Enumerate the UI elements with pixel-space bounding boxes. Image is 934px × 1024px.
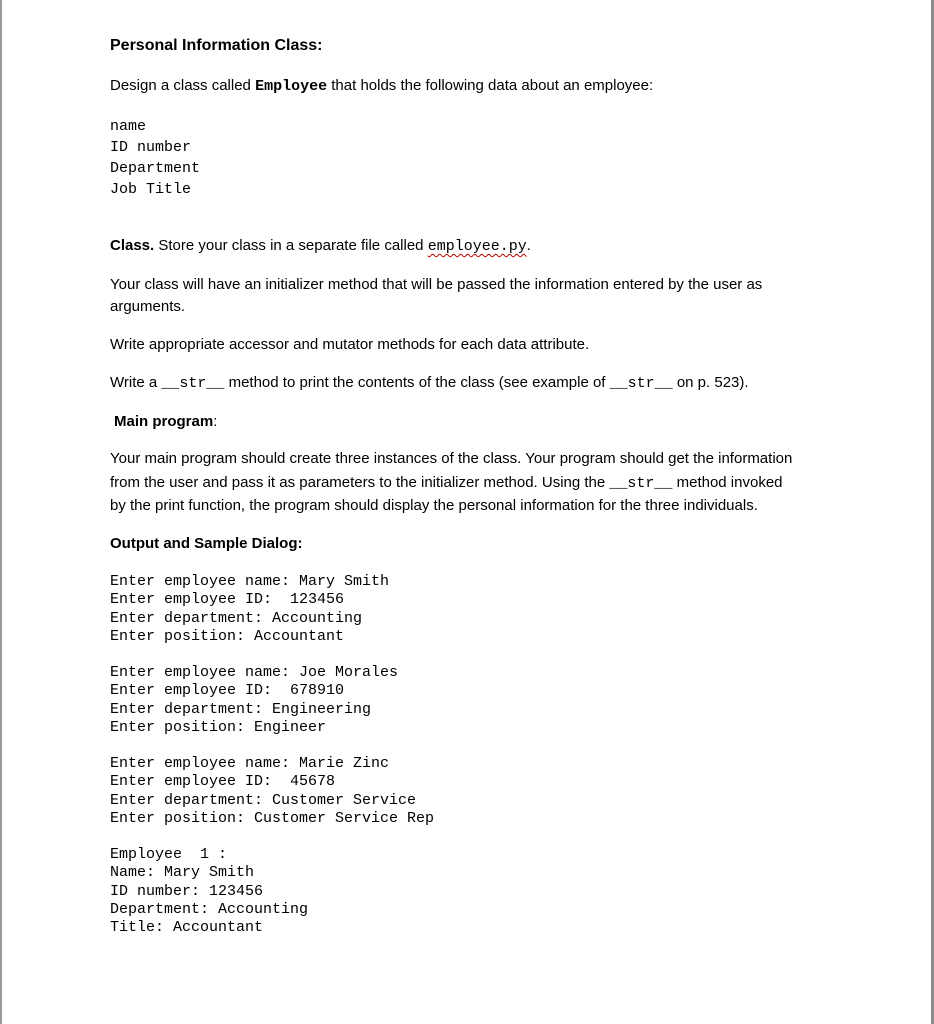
main-text-line-2-part-1: from the user and pass it as parameters to the initializer method. Using the: [110, 474, 610, 491]
output-block-employee-1: Employee 1 : Name: Mary Smith ID number: 123456 Department: Accounting Title: Accountant: [110, 846, 309, 937]
class-label: Class.: [110, 237, 155, 254]
page-title: Personal Information Class:: [110, 37, 323, 54]
dialog-block-joe: Enter employee name: Joe Morales Enter employee ID: 678910 Enter department: Engineering Enter position: Engineer: [110, 664, 399, 736]
initializer-line-2: arguments.: [110, 298, 186, 315]
str-code-2: __str__: [609, 375, 673, 392]
main-program-heading: [114, 413, 217, 431]
str-part-3: on p. 523).: [672, 374, 749, 391]
output-heading: Output and Sample Dialog:: [110, 535, 303, 552]
class-name-code: Employee: [255, 78, 328, 95]
class-end: .: [526, 237, 531, 254]
field-job-title: Job Title: [110, 181, 192, 198]
dialog-block-mary: Enter employee name: Mary Smith Enter employee ID: 123456 Enter department: Accounting Enter position: Accountant: [110, 573, 390, 645]
main-text-str-code: __str__: [609, 475, 673, 492]
str-code-1: __str__: [161, 375, 225, 392]
intro-before: Design a class called: [110, 77, 256, 94]
main-program-label: Main program: [114, 413, 214, 430]
class-text: Store your class in a separate file called: [154, 237, 428, 254]
main-text-line-2-part-2: method invoked: [672, 474, 783, 491]
dialog-block-marie: Enter employee name: Marie Zinc Enter employee ID: 45678 Enter department: Customer Service Enter position: Customer Service Rep: [110, 755, 435, 827]
intro-after: that holds the following data about an employee:: [327, 77, 654, 94]
str-paragraph: [110, 374, 749, 393]
field-id-number: ID number: [110, 139, 192, 156]
main-text-line-2: [110, 474, 783, 493]
filename-code: employee.py: [427, 238, 527, 255]
class-paragraph: [110, 237, 531, 256]
main-text-line-3: by the print function, the program should display the personal information for the three individuals.: [110, 497, 758, 514]
initializer-line-1: Your class will have an initializer method that will be passed the information entered by the user as: [110, 276, 763, 293]
main-text-line-1: Your main program should create three instances of the class. Your program should get the information: [110, 450, 793, 467]
field-department: Department: [110, 160, 201, 177]
str-part-1: Write a: [110, 374, 162, 391]
str-part-2: method to print the contents of the class (see example of: [224, 374, 610, 391]
accessor-paragraph: Write appropriate accessor and mutator methods for each data attribute.: [110, 336, 590, 353]
intro-paragraph: [110, 77, 653, 96]
page-left-edge: [0, 0, 2, 1024]
main-program-colon: :: [213, 413, 218, 430]
field-name: name: [110, 118, 147, 135]
